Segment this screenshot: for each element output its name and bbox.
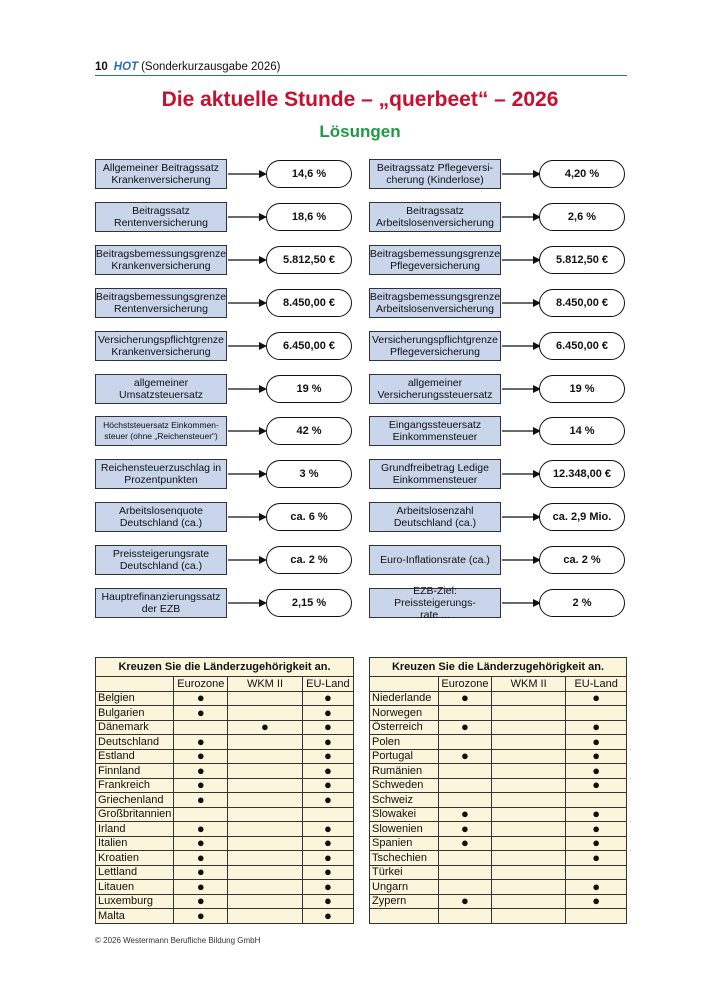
eu-mark: ● (566, 822, 627, 837)
answer-field: 19 % (539, 375, 625, 403)
table-row (96, 880, 354, 895)
eu-mark: ● (302, 909, 353, 924)
eurozone-mark: ● (174, 909, 228, 924)
wkm-mark (491, 778, 565, 793)
eu-mark: ● (566, 880, 627, 895)
eurozone-mark: ● (174, 691, 228, 706)
question-box (369, 202, 501, 232)
answer-field: 4,20 % (539, 160, 625, 188)
answer-field: 42 % (266, 417, 352, 445)
wkm-mark (228, 909, 303, 924)
wkm-mark (491, 706, 565, 721)
answer-field: 8.450,00 € (266, 289, 352, 317)
eu-mark: ● (302, 865, 353, 880)
eu-mark: ● (566, 851, 627, 866)
wkm-mark (228, 749, 303, 764)
eu-mark: ● (302, 706, 353, 721)
eurozone-mark: ● (438, 807, 491, 822)
edition-label: (Sonderkurzausgabe 2026) (141, 61, 281, 73)
country-name: Ungarn (370, 880, 439, 895)
wkm-mark (491, 691, 565, 706)
answer-field: 2,15 % (266, 589, 352, 617)
arrow-icon (502, 469, 542, 479)
country-name: Türkei (370, 865, 439, 880)
question-box (369, 374, 501, 404)
question-line: Arbeitslosenversicherung (376, 217, 494, 229)
table-row (96, 764, 354, 779)
answer-field: ca. 2 % (266, 546, 352, 574)
eu-mark: ● (566, 836, 627, 851)
question-line: Versicherungspflichtgrenze (371, 334, 499, 346)
table-row (370, 822, 627, 837)
table-row (96, 807, 354, 822)
column-header-wkm: WKM II (491, 677, 565, 692)
arrow-icon (228, 469, 268, 479)
arrow-icon (228, 212, 268, 222)
question-line: allgemeiner (407, 377, 463, 389)
arrow-icon (502, 512, 542, 522)
eurozone-mark (438, 909, 491, 924)
question-line: Versicherungssteuersatz (377, 389, 493, 401)
eu-mark: ● (302, 894, 353, 909)
eu-mark: ● (566, 735, 627, 750)
question-line: Krankenversicherung (111, 260, 211, 272)
question-line: Beitragssatz (406, 205, 464, 217)
eu-mark: ● (566, 778, 627, 793)
country-name: Slowenien (370, 822, 439, 837)
question-line: Arbeitslosenzahl (396, 505, 474, 517)
wkm-mark (491, 735, 565, 750)
wkm-mark (491, 793, 565, 808)
country-name (370, 909, 439, 924)
country-name: Lettland (96, 865, 174, 880)
question-line: Beitragsbemessungsgrenze (369, 248, 501, 260)
question-line: allgemeiner (133, 377, 189, 389)
question-line: Versicherungspflichtgrenze (97, 334, 225, 346)
wkm-mark (491, 764, 565, 779)
eurozone-mark: ● (174, 778, 228, 793)
country-name: Slowakei (370, 807, 439, 822)
eu-mark: ● (302, 836, 353, 851)
question-box (369, 545, 501, 575)
question-line: Beitragsbemessungsgrenze (369, 291, 501, 303)
wkm-mark (491, 909, 565, 924)
question-box (95, 416, 227, 446)
table-row (370, 880, 627, 895)
eurozone-mark: ● (174, 851, 228, 866)
wkm-mark (228, 778, 303, 793)
answer-field: ca. 2 % (539, 546, 625, 574)
country-name: Portugal (370, 749, 439, 764)
brand-logo: HOT (113, 61, 139, 73)
table-row (96, 865, 354, 880)
table-row (370, 691, 627, 706)
answer-field: 5.812,50 € (539, 246, 625, 274)
question-line: steuer (ohne „Reichensteuer“) (104, 431, 218, 441)
answer-field: 19 % (266, 375, 352, 403)
question-box (95, 459, 227, 489)
answer-field: 5.812,50 € (266, 246, 352, 274)
table-row (370, 894, 627, 909)
eu-mark: ● (302, 851, 353, 866)
arrow-icon (228, 512, 268, 522)
question-line: Beitragssatz (132, 205, 190, 217)
wkm-mark (228, 807, 303, 822)
wkm-mark (491, 807, 565, 822)
country-name: Irland (96, 822, 174, 837)
eurozone-mark: ● (438, 720, 491, 735)
country-name: Bulgarien (96, 706, 174, 721)
question-line: Eingangssteuersatz (388, 419, 482, 431)
eu-mark: ● (566, 749, 627, 764)
wkm-mark: ● (228, 720, 303, 735)
wkm-mark (228, 894, 303, 909)
country-name: Großbritannien (96, 807, 174, 822)
country-name: Dänemark (96, 720, 174, 735)
arrow-icon (502, 169, 542, 179)
eu-mark: ● (302, 822, 353, 837)
wkm-mark (491, 720, 565, 735)
question-box (369, 416, 501, 446)
table-row (370, 909, 627, 924)
wkm-mark (228, 836, 303, 851)
question-box (95, 588, 227, 618)
answer-field: 2 % (539, 589, 625, 617)
table-row (370, 720, 627, 735)
country-column-header (96, 677, 174, 692)
country-name: Luxemburg (96, 894, 174, 909)
question-line: Beitragsbemessungsgrenze (95, 291, 227, 303)
question-line: Prozentpunkten (124, 474, 198, 486)
eurozone-mark: ● (438, 836, 491, 851)
table-row (370, 807, 627, 822)
country-name: Deutschland (96, 735, 174, 750)
arrow-icon (228, 598, 268, 608)
country-name: Estland (96, 749, 174, 764)
answer-field: 12.348,00 € (539, 460, 625, 488)
eu-mark (566, 865, 627, 880)
wkm-mark (228, 880, 303, 895)
eurozone-mark: ● (438, 822, 491, 837)
country-column-header (370, 677, 439, 692)
question-line: Umsatzsteuersatz (118, 389, 204, 401)
eurozone-mark (438, 764, 491, 779)
wkm-mark (228, 691, 303, 706)
wkm-mark (491, 836, 565, 851)
eurozone-mark (438, 793, 491, 808)
arrow-icon (228, 341, 268, 351)
table-row (370, 749, 627, 764)
answer-field: 6.450,00 € (539, 332, 625, 360)
question-box (369, 502, 501, 532)
question-line: EZB-Ziel: Preissteigerungs- (394, 585, 476, 609)
question-box (95, 159, 227, 189)
wkm-mark (491, 749, 565, 764)
country-name: Polen (370, 735, 439, 750)
eu-mark: ● (302, 720, 353, 735)
wkm-mark (228, 735, 303, 750)
table-row (96, 851, 354, 866)
answer-field: 14,6 % (266, 160, 352, 188)
eu-mark: ● (566, 894, 627, 909)
question-box (95, 502, 227, 532)
country-name: Italien (96, 836, 174, 851)
question-box (369, 585, 501, 621)
question-box (95, 331, 227, 361)
country-name: Zypern (370, 894, 439, 909)
question-box (369, 459, 501, 489)
arrow-icon (228, 298, 268, 308)
column-header-eurozone: Eurozone (174, 677, 228, 692)
eu-mark: ● (302, 735, 353, 750)
eurozone-mark (438, 706, 491, 721)
question-line: Pflegeversicherung (390, 260, 480, 272)
eu-mark (566, 706, 627, 721)
eurozone-mark: ● (174, 764, 228, 779)
answer-field: 18,6 % (266, 203, 352, 231)
question-box (369, 245, 501, 275)
eu-mark: ● (302, 793, 353, 808)
answer-field: ca. 6 % (266, 503, 352, 531)
country-name: Frankreich (96, 778, 174, 793)
country-name: Tschechien (370, 851, 439, 866)
question-line: Arbeitslosenversicherung (376, 303, 494, 315)
table-row (96, 720, 354, 735)
question-line: Deutschland (ca.) (119, 517, 203, 529)
eu-mark: ● (566, 764, 627, 779)
question-line: der EZB (141, 603, 181, 615)
wkm-mark (491, 865, 565, 880)
table-row (370, 836, 627, 851)
eurozone-mark (174, 720, 228, 735)
table-row (96, 909, 354, 924)
eurozone-mark (438, 865, 491, 880)
country-name: Schweiz (370, 793, 439, 808)
table-row (96, 706, 354, 721)
country-name: Österreich (370, 720, 439, 735)
wkm-mark (491, 851, 565, 866)
country-name: Griechenland (96, 793, 174, 808)
answer-field: ca. 2,9 Mio. (539, 503, 625, 531)
table-row (96, 735, 354, 750)
table-row (370, 735, 627, 750)
table-row (370, 706, 627, 721)
eu-mark: ● (302, 749, 353, 764)
arrow-icon (502, 255, 542, 265)
eurozone-mark (438, 778, 491, 793)
question-box (369, 159, 501, 189)
table-row (96, 822, 354, 837)
table-row (96, 894, 354, 909)
table-row (370, 778, 627, 793)
question-line: Deutschland (ca.) (119, 560, 203, 572)
eurozone-mark: ● (174, 836, 228, 851)
answer-field: 2,6 % (539, 203, 625, 231)
question-box (95, 288, 227, 318)
table-row (96, 836, 354, 851)
table-row (96, 749, 354, 764)
country-name: Norwegen (370, 706, 439, 721)
arrow-icon (502, 212, 542, 222)
eurozone-mark (174, 807, 228, 822)
answer-field: 3 % (266, 460, 352, 488)
question-line: Krankenversicherung (111, 346, 211, 358)
country-name: Schweden (370, 778, 439, 793)
question-box (369, 331, 501, 361)
question-box (95, 245, 227, 275)
question-line: Grundfreibetrag Ledige (381, 462, 489, 474)
wkm-mark (491, 894, 565, 909)
question-line: Preissteigerungsrate (112, 548, 210, 560)
column-header-eurozone: Eurozone (438, 677, 491, 692)
eurozone-mark: ● (438, 749, 491, 764)
eu-mark: ● (302, 691, 353, 706)
question-box (95, 545, 227, 575)
question-line: Krankenversicherung (111, 174, 211, 186)
eurozone-mark: ● (438, 691, 491, 706)
eurozone-mark: ● (174, 735, 228, 750)
country-name: Belgien (96, 691, 174, 706)
eurozone-mark: ● (174, 865, 228, 880)
country-name: Malta (96, 909, 174, 924)
question-line: Pflegeversicherung (390, 346, 480, 358)
question-box (95, 374, 227, 404)
country-name: Niederlande (370, 691, 439, 706)
header-divider (95, 75, 627, 76)
arrow-icon (502, 555, 542, 565)
table-row (370, 793, 627, 808)
arrow-icon (228, 426, 268, 436)
table-caption: Kreuzen Sie die Länderzugehörigkeit an. (96, 658, 354, 677)
question-line: Rentenversicherung (114, 217, 208, 229)
table-row (370, 764, 627, 779)
column-header-eu: EU-Land (566, 677, 627, 692)
question-line: Reichensteuerzuschlag in (100, 462, 222, 474)
column-header-wkm: WKM II (228, 677, 303, 692)
country-table-right (369, 657, 627, 924)
answer-field: 8.450,00 € (539, 289, 625, 317)
arrow-icon (502, 384, 542, 394)
country-name: Rumänien (370, 764, 439, 779)
arrow-icon (228, 169, 268, 179)
question-line: Beitragsbemessungsgrenze (95, 248, 227, 260)
eurozone-mark: ● (174, 706, 228, 721)
page-title: Die aktuelle Stunde – „querbeet“ – 2026 (161, 88, 559, 111)
eu-mark: ● (302, 778, 353, 793)
question-line: Euro-Inflationsrate (ca.) (380, 554, 490, 566)
wkm-mark (491, 822, 565, 837)
question-line: Einkommensteuer (392, 474, 478, 486)
question-line: Höchststeuersatz Einkommen- (103, 420, 219, 430)
wkm-mark (228, 793, 303, 808)
table-row (96, 691, 354, 706)
eurozone-mark: ● (174, 749, 228, 764)
arrow-icon (228, 255, 268, 265)
eurozone-mark: ● (174, 793, 228, 808)
arrow-icon (502, 598, 542, 608)
page-number: 10 (95, 61, 108, 73)
question-line: rate ... (420, 609, 450, 621)
wkm-mark (228, 706, 303, 721)
question-box (369, 288, 501, 318)
eurozone-mark (438, 851, 491, 866)
question-line: Hauptrefinanzierungssatz (101, 591, 221, 603)
question-line: Beitragssatz Pflegeversi- (376, 162, 494, 174)
eurozone-mark: ● (174, 894, 228, 909)
country-name: Spanien (370, 836, 439, 851)
eu-mark: ● (302, 764, 353, 779)
arrow-icon (228, 384, 268, 394)
country-name: Finnland (96, 764, 174, 779)
arrow-icon (502, 341, 542, 351)
wkm-mark (228, 764, 303, 779)
question-line: Rentenversicherung (114, 303, 208, 315)
table-row (370, 865, 627, 880)
page-subtitle: Lösungen (319, 122, 401, 141)
eu-mark (566, 793, 627, 808)
country-table-left (95, 657, 354, 924)
eu-mark (302, 807, 353, 822)
eu-mark: ● (566, 807, 627, 822)
table-row (370, 851, 627, 866)
eurozone-mark (438, 880, 491, 895)
country-name: Kroatien (96, 851, 174, 866)
question-line: Allgemeiner Beitragssatz (102, 162, 220, 174)
eu-mark (566, 909, 627, 924)
question-line: Einkommensteuer (392, 431, 478, 443)
eurozone-mark (438, 735, 491, 750)
eurozone-mark: ● (174, 880, 228, 895)
country-name: Litauen (96, 880, 174, 895)
wkm-mark (491, 880, 565, 895)
wkm-mark (228, 865, 303, 880)
table-row (96, 778, 354, 793)
answer-field: 6.450,00 € (266, 332, 352, 360)
question-line: cherung (Kinderlose) (386, 174, 484, 186)
wkm-mark (228, 822, 303, 837)
eu-mark: ● (566, 691, 627, 706)
question-line: Deutschland (ca.) (393, 517, 477, 529)
copyright-footer: © 2026 Westermann Berufliche Bildung GmbH (95, 936, 261, 945)
arrow-icon (228, 555, 268, 565)
column-header-eu: EU-Land (302, 677, 353, 692)
eu-mark: ● (566, 720, 627, 735)
answer-field: 14 % (539, 417, 625, 445)
arrow-icon (502, 298, 542, 308)
eurozone-mark: ● (438, 894, 491, 909)
table-row (96, 793, 354, 808)
eu-mark: ● (302, 880, 353, 895)
arrow-icon (502, 426, 542, 436)
table-caption: Kreuzen Sie die Länderzugehörigkeit an. (370, 658, 627, 677)
question-box (95, 202, 227, 232)
question-line: Arbeitslosenquote (118, 505, 204, 517)
wkm-mark (228, 851, 303, 866)
eurozone-mark: ● (174, 822, 228, 837)
